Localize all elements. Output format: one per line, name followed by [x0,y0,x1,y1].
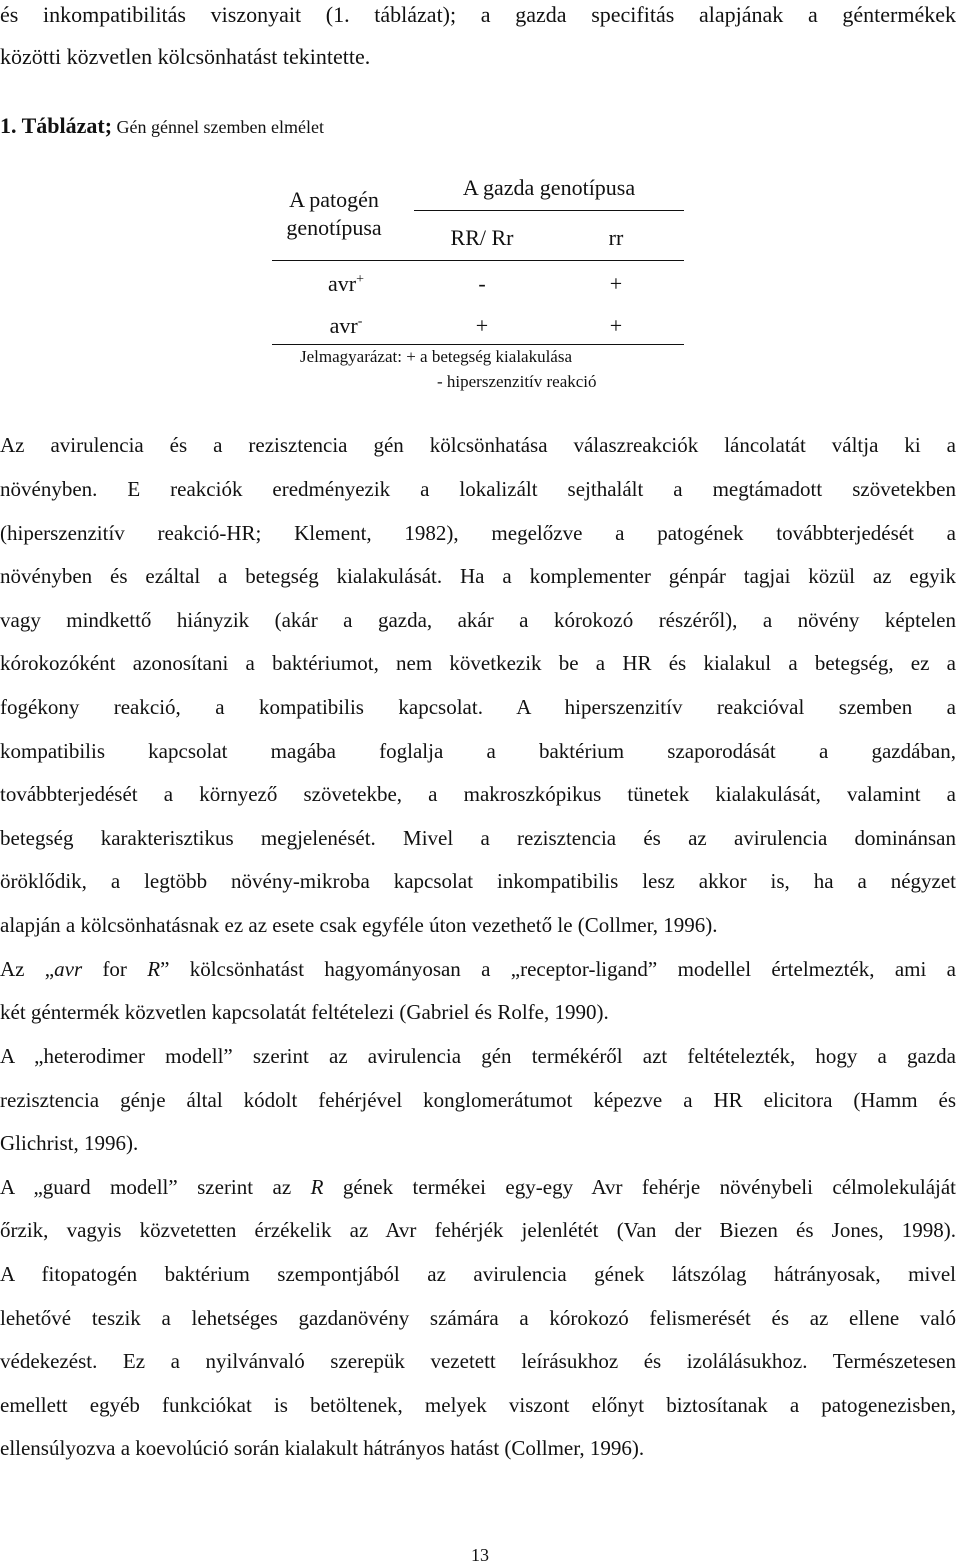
paragraph-line: Glichrist, 1996). [0,1131,139,1155]
paragraph-line: ellensúlyozva a koevolúció során kialakult hátrányos hatást (Collmer, 1996). [0,1436,645,1460]
host-header-rule [414,210,684,211]
table-caption-text: Gén génnel szemben elmélet [116,117,324,137]
row-col2-value: + [609,313,623,338]
paragraph-line: alapján a kölcsönhatásnak ez az esete csak egyféle úton vezethető le (Collmer, 1996). [0,913,718,937]
host-col2-header: rr [608,225,624,250]
paragraph-line: kórokozóként azonosítani a baktériumot, nem következik be a HR és kialakul a betegség, ez a [0,651,956,675]
paragraph-line: öröklődik, a legtöbb növény-mikroba kapcsolat inkompatibilis lesz akkor is, ha a négyzet [0,869,956,893]
paragraph-line: két géntermék közvetlen kapcsolatát feltételezi (Gabriel és Rolfe, 1990). [0,1000,609,1024]
row-col2-value: + [609,271,623,296]
paragraph-line: védekezést. Ez a nyilvánvaló szerepük vezetett leírásukhoz és izolálásukhoz. Természetesen [0,1349,956,1373]
header-bottom-rule [272,260,684,261]
intro-line-1: és inkompatibilitás viszonyait (1. táblázat); a gazda specifitás alapjának a géntermékek [0,2,956,27]
paragraph-line: vagy mindkettő hiányzik (akár a gazda, akár a kórokozó részéről), a növény képtelen [0,608,956,632]
paragraph-line: fogékony reakció, a kompatibilis kapcsolat. A hiperszenzitív reakcióval szemben a [0,695,956,719]
row-col1-value: + [475,313,489,338]
row-label: avr- [329,313,363,338]
paragraph-line: rezisztencia génje által kódolt fehérjével konglomerátumot képezve a HR elicitora (Hamm és [0,1088,956,1112]
table-caption-number: 1. Táblázat; [0,113,113,138]
pathogen-header-line2: genotípusa [286,215,382,240]
page-number: 13 [471,1545,489,1565]
host-header: A gazda genotípusa [462,175,636,200]
paragraph-line: A „heterodimer modell” szerint az avirulencia gén termékéről azt feltételezték, hogy a gazda [0,1044,956,1068]
paragraph-line: Az avirulencia és a rezisztencia gén kölcsönhatása válaszreakciók láncolatát váltja ki a [0,433,956,457]
legend-line-1: Jelmagyarázat: + a betegség kialakulása [300,347,573,366]
paragraph-line: emellett egyéb funkciókat is betöltenek, melyek viszont előnyt biztosítanak a patogenezisben, [0,1393,956,1417]
legend-line-2: - hiperszenzitív reakció [437,372,597,391]
table-caption [0,112,324,141]
paragraph-line: őrzik, vagyis közvetetten érzékelik az Avr fehérjék jelenlétét (Van der Biezen és Jones, 1998). [0,1218,956,1242]
intro-line-2: közötti közvetlen kölcsönhatást tekintette. [0,44,371,69]
host-col1-header: RR/ Rr [450,225,514,250]
paragraph-line: A „guard modell” szerint az R gének termékei egy-egy Avr fehérje növénybeli célmolekuláját [0,1175,957,1199]
paragraph-line: növényben. E reakciók eredményezik a lokalizált sejthalált a megtámadott szövetekben [0,477,956,501]
paragraph-line: lehetővé teszik a lehetséges gazdanövény számára a kórokozó felismerését és az ellene való [0,1306,956,1330]
row-label: avr+ [328,271,364,296]
row-col1-value: - [478,271,486,296]
paragraph-line: A fitopatogén baktérium szempontjából az avirulencia gének látszólag hátrányosak, mivel [0,1262,956,1286]
paragraph-line: betegség karakterisztikus megjelenését. Mivel a rezisztencia és az avirulencia dominánsan [0,826,956,850]
pathogen-header-line1: A patogén [289,187,379,212]
paragraph-line: (hiperszenzitív reakció-HR; Klement, 1982), megelőzve a patogének továbbterjedését a [0,521,956,545]
paragraph-line: továbbterjedését a környező szövetekbe, a makroszkópikus tünetek kialakulását, valamint a [0,782,956,806]
paragraph-line: kompatibilis kapcsolat magába foglalja a baktérium szaporodását a gazdában, [0,739,956,763]
paragraph-line: növényben és ezáltal a betegség kialakulását. Ha a komplementer génpár tagjai közül az egyik [0,564,956,588]
paragraph-line: Az „avr for R” kölcsönhatást hagyományosan a „receptor-ligand” modellel értelmezték, ami a [0,957,956,981]
